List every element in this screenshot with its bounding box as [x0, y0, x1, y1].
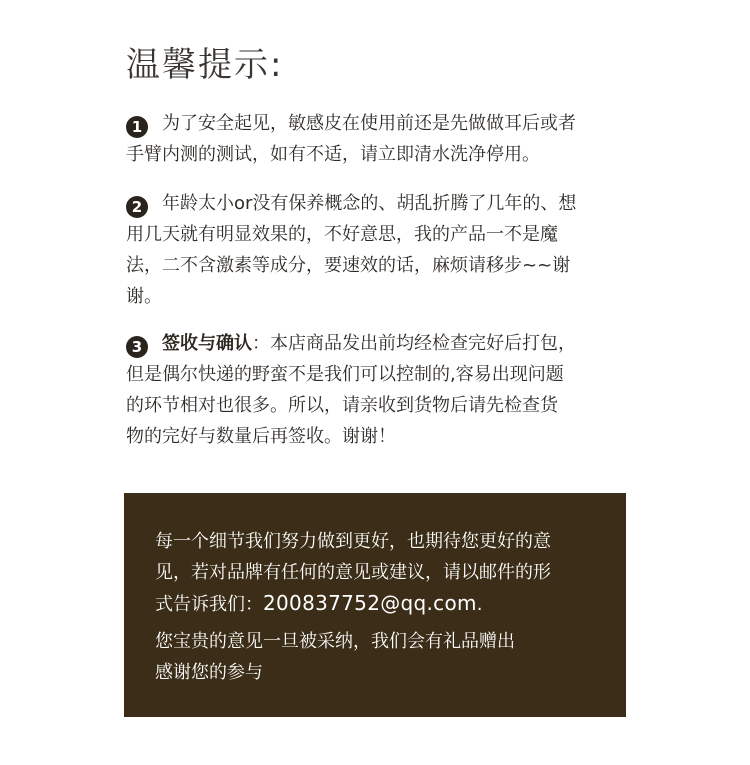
number-3-icon: 3	[126, 336, 148, 358]
tip-3-text-1: ：本店商品发出前均经检查完好后打包，	[252, 333, 576, 354]
tip-3-text-4: 物的完好与数量后再签收。谢谢！	[126, 426, 396, 447]
feedback-line-2: 见，若对品牌有任何的意见或建议，请以邮件的形	[155, 562, 551, 583]
feedback-email: 200837752@qq.com	[263, 591, 477, 615]
tip-3	[126, 328, 636, 452]
feedback-line-3	[155, 588, 605, 619]
tip-3-text-2: 但是偶尔快递的野蛮不是我们可以控制的,容易出现问题	[126, 364, 564, 385]
feedback-box	[124, 493, 626, 717]
feedback-line-3-prefix: 式告诉我们：	[155, 594, 263, 615]
feedback-line-1: 每一个细节我们努力做到更好，也期待您更好的意	[155, 531, 551, 552]
feedback-line-4: 您宝贵的意见一旦被采纳，我们会有礼品赠出	[155, 631, 515, 652]
tip-2-text-1: 年龄太小or没有保养概念的、胡乱折腾了几年的、想	[162, 193, 577, 214]
page-title: 温馨提示:	[126, 45, 284, 85]
tip-2-line-1	[126, 188, 636, 219]
tip-2-text-3: 法，二不含激素等成分，要速效的话，麻烦请移步~~谢	[126, 255, 571, 276]
tip-2	[126, 188, 636, 312]
feedback-paragraph-1	[155, 526, 605, 619]
tip-1-text-1: 为了安全起见，敏感皮在使用前还是先做做耳后或者	[162, 113, 576, 134]
feedback-line-5: 感谢您的参与	[155, 662, 263, 683]
tip-1-text-2: 手臂内测的测试，如有不适，请立即清水洗净停用。	[126, 144, 540, 165]
number-2-icon: 2	[126, 196, 148, 218]
tip-2-text-2: 用几天就有明显效果的，不好意思，我的产品一不是魔	[126, 224, 558, 245]
tip-3-line-1	[126, 328, 636, 359]
tip-1	[126, 108, 636, 170]
feedback-line-3-suffix: .	[476, 594, 483, 615]
tip-3-text-3: 的环节相对也很多。所以，请亲收到货物后请先检查货	[126, 395, 558, 416]
tip-2-text-4: 谢。	[126, 286, 162, 307]
tip-3-heading: 签收与确认	[162, 333, 252, 354]
number-1-icon: 1	[126, 116, 148, 138]
feedback-paragraph-2	[155, 626, 605, 688]
tip-1-line-1	[126, 108, 636, 139]
